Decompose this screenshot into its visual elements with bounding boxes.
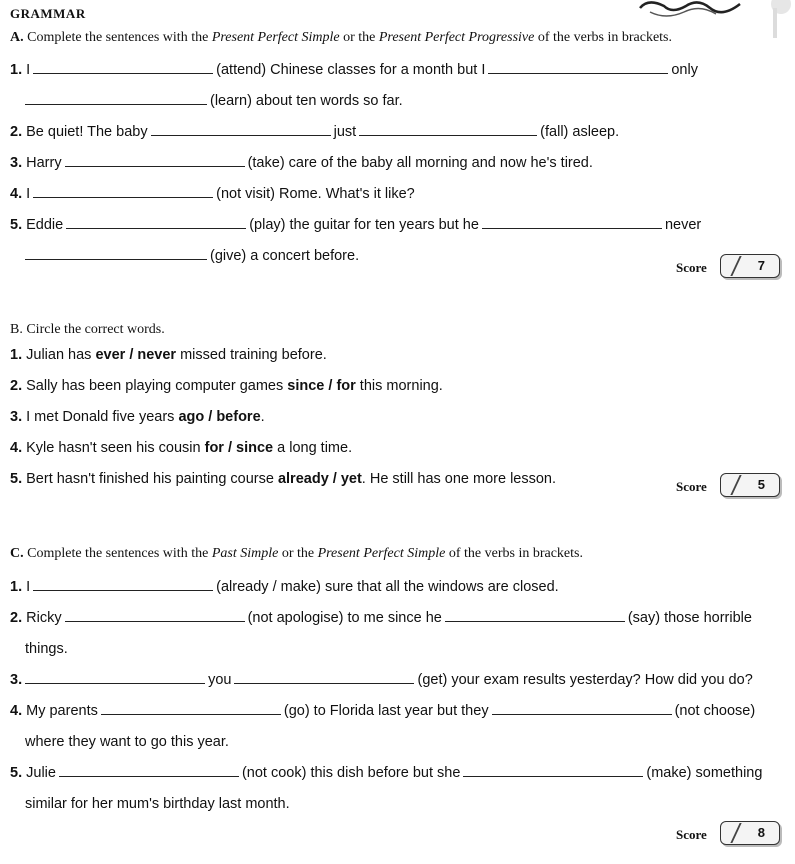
section-b-item-4: 4. Kyle hasn't seen his cousin for / since a long time. [10, 440, 353, 456]
word-options[interactable]: since / for [287, 378, 356, 394]
section-a-item-2: 2. Be quiet! The baby just (fall) asleep. [10, 124, 620, 140]
page-title: GRAMMAR [10, 6, 86, 21]
section-c-item-4: 4. My parents (go) to Florida last year but they (not choose) [10, 703, 756, 719]
corner-decoration [763, 0, 795, 40]
section-c-item-5: 5. Julie (not cook) this dish before but she (make) something [10, 765, 763, 781]
section-a-item-3: 3. Harry (take) care of the baby all morning and now he's tired. [10, 155, 593, 171]
answer-blank[interactable] [65, 154, 245, 167]
word-options[interactable]: ago / before [178, 409, 261, 425]
answer-blank[interactable] [66, 216, 246, 229]
answer-blank[interactable] [488, 61, 668, 74]
section-c-instructions: C. Complete the sentences with the Past Simple or the Present Perfect Simple of the verbs in brackets. [10, 546, 583, 561]
answer-blank[interactable] [33, 185, 213, 198]
word-options[interactable]: for / since [204, 440, 274, 456]
answer-blank[interactable] [25, 247, 207, 260]
section-a-item-4: 4. I (not visit) Rome. What's it like? [10, 186, 415, 202]
section-b-item-3: 3. I met Donald five years ago / before. [10, 409, 265, 425]
section-c-item-4-cont: where they want to go this year. [25, 734, 229, 750]
score-label-a: Score [676, 260, 707, 275]
section-a-instructions: A. Complete the sentences with the Present Perfect Simple or the Present Perfect Progressive of the verbs in brackets. [10, 30, 672, 45]
score-label-c: Score [676, 827, 707, 842]
section-b-item-2: 2. Sally has been playing computer games since / for this morning. [10, 378, 443, 394]
section-a-item-1-cont: (learn) about ten words so far. [22, 92, 403, 110]
section-a-item-5-cont: (give) a concert before. [22, 247, 359, 265]
section-c-item-3: 3. you (get) your exam results yesterday? How did you do? [10, 672, 753, 688]
section-b-instructions: B. Circle the correct words. [10, 322, 165, 337]
score-label-b: Score [676, 479, 707, 494]
section-c-item-2-cont: things. [25, 641, 68, 657]
section-a-item-1: 1. I (attend) Chinese classes for a month but I only [10, 62, 698, 78]
answer-blank[interactable] [492, 702, 672, 715]
answer-blank[interactable] [33, 61, 213, 74]
score-box-a: 7 [720, 254, 780, 278]
section-b-item-5: 5. Bert hasn't finished his painting course already / yet. He still has one more lesson. [10, 471, 557, 487]
brand-logo [636, 0, 746, 20]
score-box-c: 8 [720, 821, 780, 845]
section-a-item-5: 5. Eddie (play) the guitar for ten years but he never [10, 217, 702, 233]
section-c-item-5-cont: similar for her mum's birthday last month. [25, 796, 290, 812]
answer-blank[interactable] [359, 123, 537, 136]
answer-blank[interactable] [59, 764, 239, 777]
word-options[interactable]: ever / never [95, 347, 177, 363]
section-b-item-1: 1. Julian has ever / never missed training before. [10, 347, 327, 363]
answer-blank[interactable] [65, 609, 245, 622]
answer-blank[interactable] [151, 123, 331, 136]
answer-blank[interactable] [445, 609, 625, 622]
answer-blank[interactable] [25, 671, 205, 684]
answer-blank[interactable] [463, 764, 643, 777]
section-c-item-1: 1. I (already / make) sure that all the windows are closed. [10, 579, 559, 595]
score-box-b: 5 [720, 473, 780, 497]
word-options[interactable]: already / yet [277, 471, 362, 487]
answer-blank[interactable] [33, 578, 213, 591]
answer-blank[interactable] [101, 702, 281, 715]
answer-blank[interactable] [482, 216, 662, 229]
section-c-item-2: 2. Ricky (not apologise) to me since he (say) those horrible [10, 610, 752, 626]
answer-blank[interactable] [25, 92, 207, 105]
answer-blank[interactable] [234, 671, 414, 684]
